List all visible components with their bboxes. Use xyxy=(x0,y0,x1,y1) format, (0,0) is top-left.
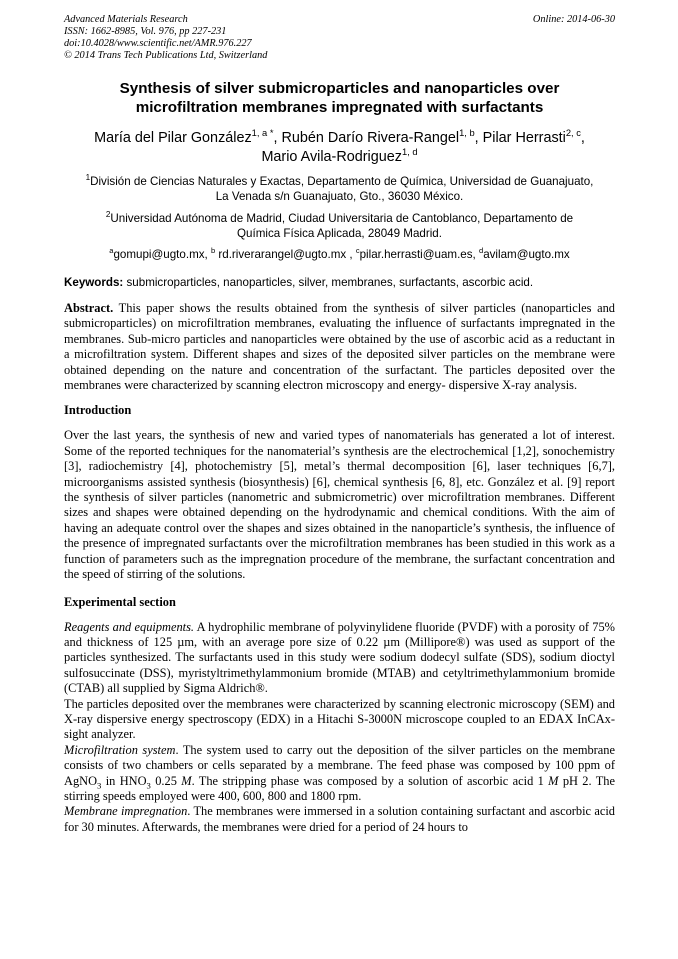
email-mark: c xyxy=(355,246,360,256)
author-list xyxy=(64,129,615,167)
author-name: Pilar Herrasti xyxy=(482,130,566,146)
introduction-text: Over the last years, the synthesis of new and varied types of nanomaterials has generated a lot of interest. Some of the reported techniques for the nanomaterial’s synthesis are the electrochemical [1,2], sonochemistry [3], radiochemistry [4], photochemistry [5], metal’s thermal decomposition [6], laser techniques [6,7], microorganisms assisted synthesis (biosynthesis) [6], chemical synthesis [6, 8], etc. González et al. [9] report the synthesis of silver particles (nanometric and submicrometric) over microfiltration membranes. Different sizes and shapes were obtained depending on the hydrodynamic and chemical conditions. With the aim of having an adequate control over the shapes and sizes obtained in the nanoparticle’s synthesis, the influence of the presence of impregnated surfactants over the microfiltration membranes has been studied in this work as a function of parameters such as the impregnation procedure of the membrane, the surfactant concentration and the speed of stirring of the solutions. xyxy=(64,428,615,582)
author-affil-mark: 2, c xyxy=(565,128,581,139)
email-mark: b xyxy=(210,246,216,256)
title-line-1: Synthesis of silver submicroparticles and nanoparticles over xyxy=(119,80,560,97)
author-separator: , xyxy=(474,130,483,146)
microfiltration-text: . The system used to carry out the deposition of the silver particles on the membrane consists of two chambers or cells separated by a membrane. The feed phase was composed by 100 ppm of AgNO xyxy=(64,742,616,788)
microfiltration-text: in HNO xyxy=(101,773,147,788)
abstract-text: This paper shows the results obtained from the synthesis of silver particles (nanoparticles and submicroparticles) on microfiltration membranes, evaluating the influence of surfactants impregnated in the membranes. Sub-micro particles and nanoparticles were obtained by the use of ascorbic acid as a reductant in a microfiltration system. Different shapes and sizes of the deposited silver particles on the membrane were obtained depending on the nature and concentration of the surfactant. The particles deposited over the membranes were characterized by scanning electron microscopy and energy- dispersive X-ray analysis. xyxy=(64,301,615,393)
title-line-2: microfiltration membranes impregnated with surfactants xyxy=(135,99,544,116)
abstract xyxy=(64,301,615,393)
subscript: 3 xyxy=(97,780,102,791)
affil-line: Química Física Aplicada, 28049 Madrid. xyxy=(237,227,442,240)
email-link[interactable]: avilam@ugto.mx xyxy=(483,248,570,261)
issn-line: ISSN: 1662-8985, Vol. 976, pp 227-231 xyxy=(64,26,227,37)
journal-name: Advanced Materials Research xyxy=(64,14,188,25)
email-mark: d xyxy=(478,246,484,256)
online-date: Online: 2014-06-30 xyxy=(532,14,615,25)
microfiltration-text: pH 2. The stirring speeds employed were 400, 600, 800 and 1800 rpm. xyxy=(64,773,615,803)
reagents-label: Reagents and equipments. xyxy=(64,619,195,634)
reagents-paragraph xyxy=(64,620,615,697)
author-separator: , xyxy=(580,130,585,146)
email-mark: a xyxy=(109,246,114,256)
doi-line[interactable]: doi:10.4028/www.scientific.net/AMR.976.227 xyxy=(64,38,252,49)
affiliation-1 xyxy=(64,174,615,204)
keywords-label: Keywords: xyxy=(64,276,124,289)
abstract-label: Abstract. xyxy=(64,301,114,315)
copyright-line: © 2014 Trans Tech Publications Ltd, Switzerland xyxy=(64,50,268,61)
email-link[interactable]: pilar.herrasti@uam.es, xyxy=(359,248,479,261)
affil-mark: 1 xyxy=(85,173,91,183)
keywords-text: submicroparticles, nanoparticles, silver, membranes, surfactants, ascorbic acid. xyxy=(123,276,534,289)
author-affil-mark: 1, d xyxy=(401,147,418,158)
molar-unit: M xyxy=(548,773,559,788)
microfiltration-paragraph xyxy=(64,743,615,805)
author-affil-mark: 1, b xyxy=(459,128,475,139)
impregnation-text: . The membranes were immersed in a solution containing surfactant and ascorbic acid for 30 minutes. Afterwards, the membranes were dried for a period of 24 hours to xyxy=(64,804,615,834)
microfiltration-text: . The stripping phase was composed by a solution of ascorbic acid 1 xyxy=(191,773,549,788)
microfiltration-text: 0.25 xyxy=(150,773,182,788)
email-link[interactable]: rd.riverarangel@ugto.mx , xyxy=(215,248,356,261)
impregnation-label: Membrane impregnation xyxy=(64,804,188,819)
journal-header xyxy=(64,14,615,62)
author-affil-mark: 1, a * xyxy=(251,128,274,139)
affil-line: División de Ciencias Naturales y Exactas, Departamento de Química, Universidad de Guanajuato, xyxy=(90,175,594,188)
paper-title xyxy=(64,79,615,117)
introduction-heading: Introduction xyxy=(64,403,132,418)
author-name: María del Pilar González xyxy=(94,130,252,146)
keywords xyxy=(64,275,615,290)
reagents-text: A hydrophilic membrane of polyvinylidene fluoride (PVDF) with a porosity of 75% and thickness of 125 µm, with an average pore size of 0.22 µm (Millipore®) was used as support of the particles synthesized. The surfactants used in this study were sodium dodecyl sulfate (SDS), sodium dioctyl sulfosuccinate (DSS), myristyltrimethylammonium bromide (MTAB) and cetyltrimethylammonium bromide (CTAB) all supplied by Sigma Aldrich®. xyxy=(64,619,616,696)
molar-unit: M xyxy=(181,773,192,788)
email-link[interactable]: gomupi@ugto.mx, xyxy=(113,248,211,261)
experimental-heading: Experimental section xyxy=(64,594,176,609)
author-separator: , xyxy=(273,130,282,146)
microfiltration-label: Microfiltration system xyxy=(64,742,176,757)
email-list xyxy=(64,247,615,262)
author-name: Mario Avila-Rodriguez xyxy=(261,149,402,165)
author-name: Rubén Darío Rivera-Rangel xyxy=(281,130,460,146)
affil-line: La Venada s/n Guanajuato, Gto., 36030 México. xyxy=(215,190,464,203)
impregnation-paragraph xyxy=(64,804,615,835)
characterization-paragraph: The particles deposited over the membranes were characterized by scanning electronic microscopy (SEM) and X-ray dispersive energy spectroscopy (EDX) in a Hitachi S-3000N microscope coupled to an EDAX InCAx-sight analyzer. xyxy=(64,696,615,742)
paper-page xyxy=(64,14,615,835)
affil-line: Universidad Autónoma de Madrid, Ciudad Universitaria de Cantoblanco, Departamento de xyxy=(110,212,574,225)
affil-mark: 2 xyxy=(105,210,111,220)
subscript: 3 xyxy=(146,780,151,791)
affiliation-2 xyxy=(64,211,615,241)
